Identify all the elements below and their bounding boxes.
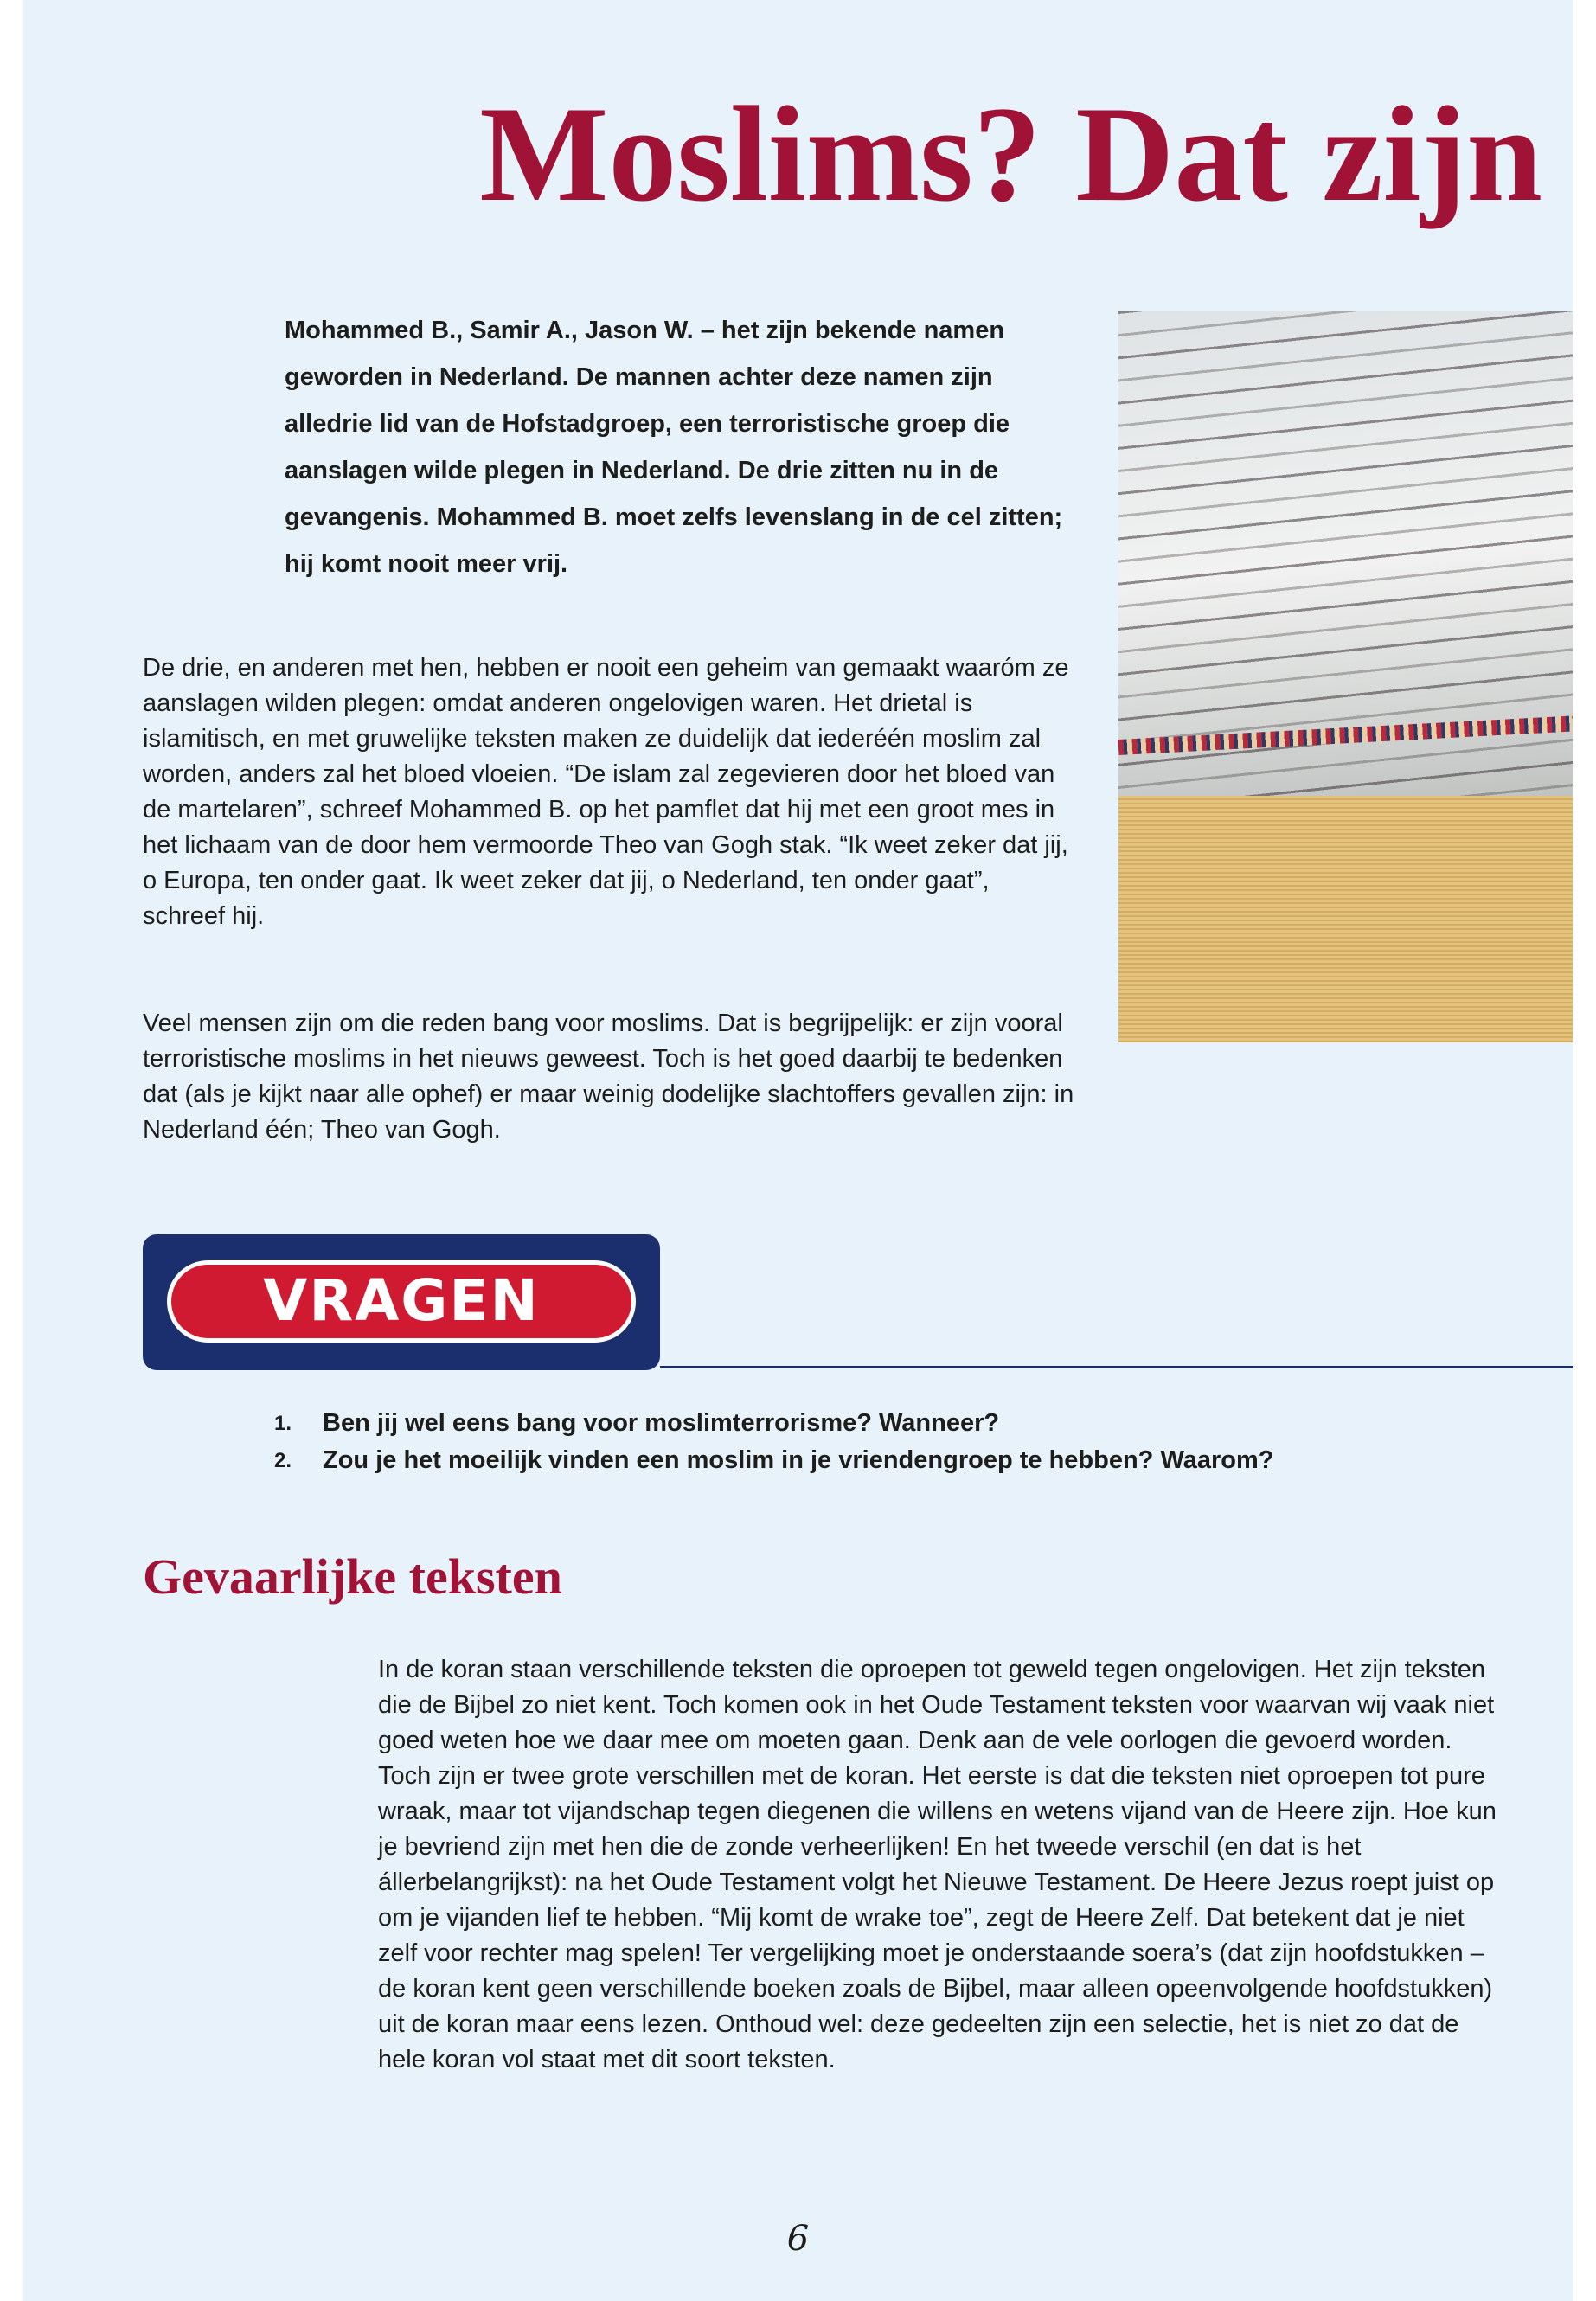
- page-number: 6: [786, 2219, 810, 2259]
- question-text: Zou je het moeilijk vinden een moslim in je vriendengroep te hebben? Waarom?: [323, 1446, 1274, 1474]
- koran-page-edges: [1118, 796, 1573, 1042]
- question-item: [274, 1442, 1485, 1479]
- page: [23, 0, 1573, 2301]
- intro-paragraph: Mohammed B., Samir A., Jason W. – het zijn bekende namen geworden in Nederland. De mannen achter deze namen zijn alledrie lid van de Hofstadgroep, een terroristische groep die aanslagen wilde plegen in Nederland. De drie zitten nu in de gevangenis. Mohammed B. moet zelfs levenslang in de cel zitten; hij komt nooit meer vrij.: [285, 317, 1063, 578]
- question-number: 1.: [274, 1412, 292, 1435]
- vragen-label: VRAGEN: [167, 1260, 636, 1343]
- question-number: 2.: [274, 1449, 292, 1472]
- body-paragraph-1: De drie, en anderen met hen, hebben er nooit een geheim van gemaakt waaróm ze aanslagen wilden plegen: omdat anderen ongelovigen waren. Het drietal is islamitisch, en met gruwelijke teksten maken ze duidelijk dat iederéén moslim zal worden, anders zal het bloed vloeien. “De islam zal zegevieren door het bloed van de martelaren”, schreef Mohammed B. op het pamflet dat hij met een groot mes in het lichaam van de door hem vermoorde Theo van Gogh stak. “Ik weet zeker dat jij, o Europa, ten onder gaat. Ik weet zeker dat jij, o Nederland, ten onder gaat”, schreef hij.: [143, 654, 1069, 930]
- section-heading: Gevaarlijke teksten: [143, 1548, 562, 1605]
- question-item: [274, 1405, 1485, 1442]
- question-text: Ben jij wel eens bang voor moslimterrorisme? Wanneer?: [323, 1409, 1000, 1437]
- koran-page-border: [1118, 716, 1573, 755]
- page-title: Moslims? Dat zijn: [479, 79, 1542, 230]
- vragen-divider: [660, 1366, 1573, 1368]
- body-paragraph-2: Veel mensen zijn om die reden bang voor moslims. Dat is begrijpelijk: er zijn vooral terroristische moslims in het nieuws geweest. Toch is het goed daarbij te bedenken dat (als je kijkt naar alle ophef) er maar weinig dodelijke slachtoffers gevallen zijn: in Nederland één; Theo van Gogh.: [143, 1009, 1074, 1144]
- koran-photo: [1118, 311, 1573, 1042]
- body-paragraph-3: In de koran staan verschillende teksten die oproepen tot geweld tegen ongelovigen. Het zijn teksten die de Bijbel zo niet kent. Toch komen ook in het Oude Testament teksten voor waarvan wij vaak niet goed weten hoe we daar mee om moeten gaan. Denk aan de vele oorlogen die gevoerd worden. Toch zijn er twee grote verschillen met de koran. Het eerste is dat die teksten niet oproepen tot pure wraak, maar tot vijandschap tegen diegenen die willens en wetens vijand van de Heere zijn. Hoe kun je bevriend zijn met hen die de zonde verheerlijken! En het tweede verschil (en dat is het állerbelangrijkst): na het Oude Testament volgt het Nieuwe Testament. De Heere Jezus roept juist op om je vijanden lief te hebben. “Mij komt de wrake toe”, zegt de Heere Zelf. Dat betekent dat je niet zelf voor rechter mag spelen! Ter vergelijking moet je onderstaande soera’s (dat zijn hoofdstukken – de koran kent geen verschillende boeken zoals de Bijbel, maar alleen opeenvolgende hoofdstukken) uit de koran maar eens lezen. Onthoud wel: deze gedeelten zijn een selectie, het is niet zo dat de hele koran vol staat met dit soort teksten.: [378, 1656, 1497, 2073]
- vragen-banner: [143, 1234, 660, 1370]
- question-list: [274, 1405, 1485, 1479]
